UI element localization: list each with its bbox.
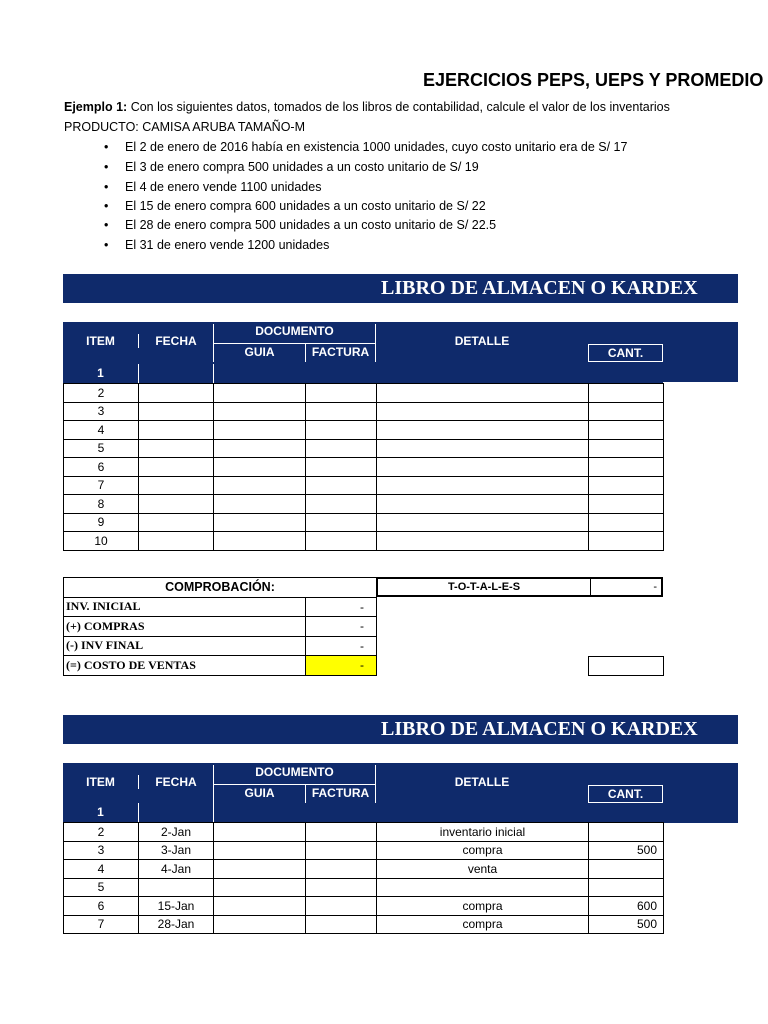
kardex-banner-2: LIBRO DE ALMACEN O KARDEX xyxy=(63,715,738,744)
col-cant: CANT. xyxy=(588,785,663,803)
table-row: 3 3-Jan compra 500 xyxy=(64,841,664,860)
costo-ventas-value: - xyxy=(306,656,377,676)
table-row: 7 xyxy=(64,476,664,495)
intro-text: Con los siguientes datos, tomados de los libros de contabilidad, calcule el valor de los inventarios xyxy=(127,100,670,114)
table-row: 8 xyxy=(64,495,664,514)
totales-value: - xyxy=(653,581,657,593)
col-detalle: DETALLE xyxy=(454,334,510,348)
page-title: EJERCICIOS PEPS, UEPS Y PROMEDIO xyxy=(423,70,764,90)
col-documento: DOCUMENTO xyxy=(213,324,376,344)
kardex-table-2 xyxy=(63,822,664,934)
kardex-row-1: 1 xyxy=(63,803,663,822)
table-row: (-) INV FINAL - xyxy=(64,636,377,656)
bullet-item: • El 3 de enero compra 500 unidades a un costo unitario de S/ 19 xyxy=(104,160,479,174)
col-fecha: FECHA xyxy=(138,334,213,348)
col-item: ITEM xyxy=(86,334,115,348)
col-factura: FACTURA xyxy=(305,785,376,803)
col-item: ITEM xyxy=(86,775,115,789)
col-guia: GUIA xyxy=(213,344,305,362)
col-cant: CANT. xyxy=(588,344,663,362)
col-detalle: DETALLE xyxy=(454,775,510,789)
col-documento: DOCUMENTO xyxy=(213,765,376,785)
bullet-item: • El 28 de enero compra 500 unidades a un costo unitario de S/ 22.5 xyxy=(104,218,497,232)
totales-label: T-O-T-A-L-E-S xyxy=(447,581,521,593)
bullet-item: • El 4 de enero vende 1100 unidades xyxy=(104,180,322,194)
col-fecha: FECHA xyxy=(138,775,213,789)
table-row: 7 28-Jan compra 500 xyxy=(64,915,664,934)
comprobacion-table xyxy=(63,577,377,676)
product-line: PRODUCTO: CAMISA ARUBA TAMAÑO-M xyxy=(64,120,306,134)
example-label: Ejemplo 1: xyxy=(64,100,128,114)
col-guia: GUIA xyxy=(213,785,305,803)
table-row: INV. INICIAL - xyxy=(64,597,377,617)
bullet-item: • El 15 de enero compra 600 unidades a un costo unitario de S/ 22 xyxy=(104,199,486,213)
table-row: (=) COSTO DE VENTAS - xyxy=(64,656,377,676)
table-row: 4 4-Jan venta xyxy=(64,860,664,879)
table-row: 5 xyxy=(64,439,664,458)
table-row: 9 xyxy=(64,513,664,532)
kardex-table-1 xyxy=(63,383,664,551)
table-row: 2 2-Jan inventario inicial xyxy=(64,823,664,842)
table-row: 10 xyxy=(64,532,664,551)
table-row: 6 15-Jan compra 600 xyxy=(64,897,664,916)
intro-line xyxy=(64,100,670,114)
table-row: 5 xyxy=(64,878,664,897)
table-row: 4 xyxy=(64,421,664,440)
table-row: 2 xyxy=(64,384,664,403)
table-row: (+) COMPRAS - xyxy=(64,617,377,637)
table-row: 6 xyxy=(64,458,664,477)
totales-box xyxy=(376,577,663,597)
col-factura: FACTURA xyxy=(305,344,376,362)
kardex-row-1: 1 xyxy=(63,364,663,383)
bullet-item: • El 2 de enero de 2016 había en existencia 1000 unidades, cuyo costo unitario era de S/ 17 xyxy=(104,140,628,154)
table-row: 3 xyxy=(64,402,664,421)
comprobacion-title: COMPROBACIÓN: xyxy=(64,578,377,598)
bullet-item: • El 31 de enero vende 1200 unidades xyxy=(104,238,330,252)
empty-cell xyxy=(588,656,664,676)
kardex-banner-1: LIBRO DE ALMACEN O KARDEX xyxy=(63,274,738,303)
